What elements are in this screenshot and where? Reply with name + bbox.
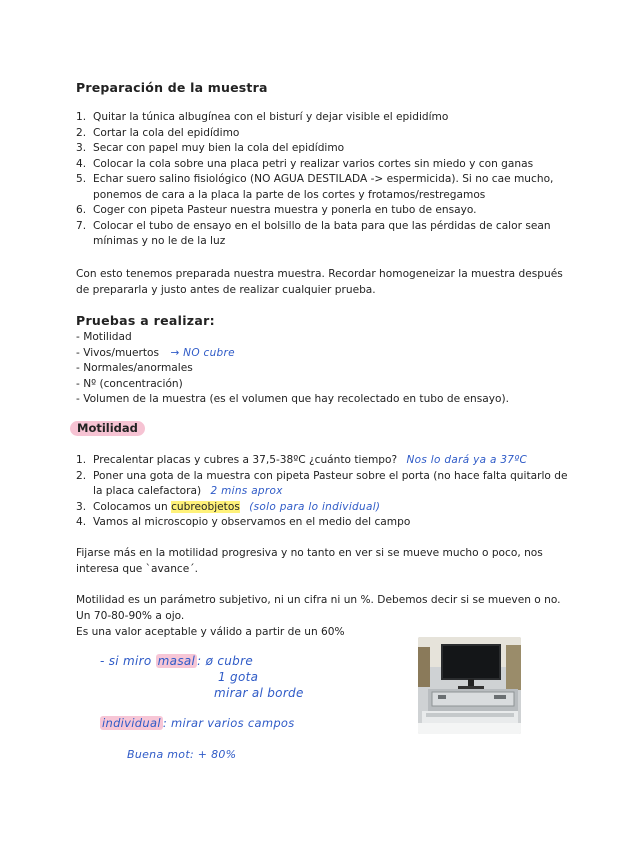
list-item: 2. Poner una gota de la muestra con pipeta Pasteur sobre el porta (no hace falta quitarlo de la placa calefactora) 2 mins aprox: [76, 469, 568, 497]
list-item: [76, 219, 596, 250]
step-text: Echar suero salino fisiológico (NO AGUA DESTILADA -> espermicida). Si no cae mucho,: [93, 173, 554, 185]
masal-item-borde: mirar al borde: [214, 686, 304, 700]
step-text: Quitar la túnica albugínea con el bisturí y dejar visible el epididímo: [93, 111, 449, 123]
list-item: [76, 172, 596, 203]
prep-title: Preparación de la muestra: [76, 80, 268, 95]
step-number: 2.: [76, 126, 87, 139]
motilidad-steps: [76, 453, 616, 531]
step-number: 1.: [76, 111, 87, 123]
step3-handwritten-note: (solo para lo individual): [249, 500, 381, 513]
list-item: 1. Precalentar placas y cubres a 37,5-38ºC ¿cuánto tiempo? Nos lo dará ya a 37ºC: [76, 454, 528, 466]
list-item: - Normales/anormales: [76, 362, 193, 374]
list-item: [76, 110, 596, 126]
step-number: 5.: [76, 173, 87, 185]
list-item: - Vivos/muertos → NO cubre: [76, 346, 235, 359]
list-item: 4. Vamos al microscopio y observamos en el medio del campo: [76, 516, 411, 528]
tests-list: [76, 330, 576, 408]
list-item: - Volumen de la muestra (es el volumen que hay recolectado en tubo de ensayo).: [76, 393, 509, 405]
step-number: 6.: [76, 204, 87, 216]
list-item: [76, 157, 596, 173]
lab-equipment-photo: [418, 637, 521, 734]
step-text: Colocar el tubo de ensayo en el bolsillo de la bata para que las pérdidas de calor sean: [93, 219, 551, 232]
motilidad-para-1: Fijarse más en la motilidad progresiva y no tanto en ver si se mueve mucho o poco, nos interesa que `avance´.: [76, 547, 543, 575]
motilidad-title: Motilidad: [70, 421, 145, 436]
tests-title: Pruebas a realizar:: [76, 313, 215, 328]
vivos-handwritten-note: → NO cubre: [170, 346, 235, 359]
step1-handwritten-note: Nos lo dará ya a 37ºC: [406, 454, 528, 466]
note-line: Con esto tenemos preparada nuestra muestra. Recordar homogeneizar la muestra después: [76, 268, 563, 280]
buena-mot-note: Buena mot: + 80%: [127, 748, 237, 761]
step-text: Secar con papel muy bien la cola del epidídimo: [93, 142, 345, 154]
step-text: Coger con pipeta Pasteur nuestra muestra y ponerla en tubo de ensayo.: [93, 204, 477, 216]
individual-note: individual : mirar varios campos: [102, 716, 295, 730]
individual-highlight: individual: [102, 716, 161, 730]
step-number: 4.: [76, 157, 87, 170]
list-item: [76, 126, 596, 142]
list-item: - Motilidad: [76, 331, 132, 343]
step2-handwritten-note: 2 mins aprox: [210, 485, 283, 497]
masal-note: - si miro masal : ø cubre: [100, 654, 254, 668]
prep-steps: [76, 110, 596, 250]
step-text: Colocar la cola sobre una placa petri y realizar varios cortes sin miedo y con ganas: [93, 157, 534, 170]
prep-note: [76, 266, 566, 298]
note-line: de prepararla y justo antes de realizar cualquier prueba.: [76, 284, 376, 296]
list-item: [76, 203, 596, 219]
step-number: 3.: [76, 142, 87, 154]
list-item: 3. Colocamos un cubreobjetos (solo para lo individual): [76, 500, 381, 513]
list-item: - Nº (concentración): [76, 377, 183, 390]
masal-item-gota: 1 gota: [218, 670, 259, 684]
masal-highlight: masal: [157, 654, 196, 668]
list-item: [76, 141, 596, 157]
step-number: 7.: [76, 219, 87, 232]
cubreobjetos-highlight: cubreobjetos: [171, 500, 240, 513]
step-text: Cortar la cola del epidídimo: [93, 126, 240, 139]
step-text: mínimas y no le de la luz: [93, 235, 226, 247]
motilidad-para-2: Motilidad es un parámetro subjetivo, ni un cifra ni un %. Debemos decir si se mueven o no. Un 70-80-90% a ojo. Es una valor aceptable y válido a partir de un 60%: [76, 594, 561, 638]
step-text: ponemos de cara a la placa la parte de los cortes y frotamos/restregamos: [93, 188, 486, 201]
